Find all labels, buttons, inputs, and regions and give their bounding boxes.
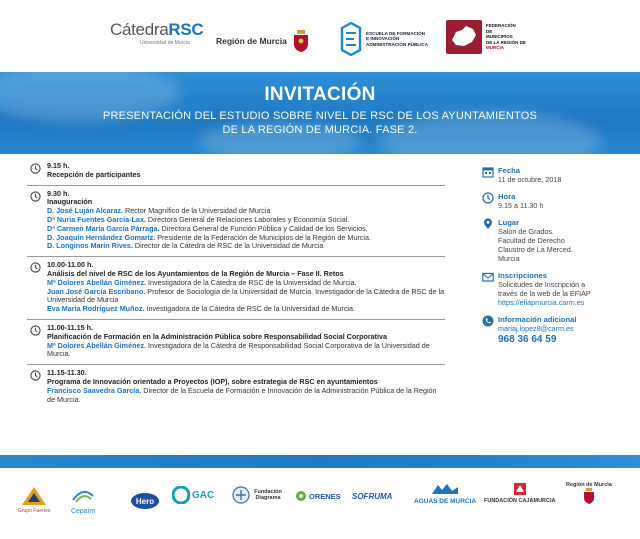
speaker-role: Presidente de la Federación de Municipios de la Región de Murcia. bbox=[155, 232, 371, 242]
divider bbox=[27, 185, 445, 186]
speaker-role: Investigadora de la Cátedra de RSC de la Universidad de Murcia. bbox=[144, 304, 355, 314]
speaker-role: Investigadora de la Cátedra de RSC de la Universidad de Murcia. bbox=[146, 277, 357, 287]
clock-icon bbox=[30, 163, 41, 174]
speaker-line bbox=[47, 305, 445, 314]
inscripciones-line1: Solicitudes de Inscripción a bbox=[498, 280, 586, 289]
speaker-name: Juan José García Escribano. bbox=[47, 286, 146, 296]
sponsor-label: Región de Murcia bbox=[566, 482, 612, 488]
inscripciones-line2: través de la web de la EFIAP bbox=[498, 289, 591, 298]
clock-icon bbox=[482, 192, 494, 204]
efiap-icon bbox=[340, 22, 362, 56]
gac-icon bbox=[172, 486, 190, 504]
sponsor-hero bbox=[130, 492, 160, 512]
speaker-line bbox=[47, 342, 445, 360]
program-time: 10.00-11.00 h. bbox=[47, 260, 94, 270]
diagrama-icon bbox=[232, 486, 250, 504]
phone-icon bbox=[482, 315, 494, 327]
sponsor-region-murcia bbox=[566, 482, 612, 504]
sponsor-label: GAC bbox=[192, 489, 215, 501]
speaker-line bbox=[47, 288, 445, 306]
grupo-fuertes-icon bbox=[21, 486, 47, 506]
catedra-name-b: RSC bbox=[168, 20, 204, 39]
program-time: 9.30 h. bbox=[47, 188, 70, 198]
banner-subtitle-line1: PRESENTACIÓN DEL ESTUDIO SOBRE NIVEL DE RSC DE LOS AYUNTAMIENTOS bbox=[102, 110, 538, 122]
calendar-icon bbox=[482, 166, 494, 178]
speaker-name: D. José Luján Alcaraz. bbox=[47, 206, 124, 216]
aguas-murcia-icon bbox=[430, 482, 460, 496]
event-info bbox=[482, 166, 627, 354]
divider bbox=[27, 319, 445, 320]
lugar-line4: Murcia bbox=[498, 254, 520, 263]
fmrm-line2: DE bbox=[486, 28, 493, 34]
adicional-phone: 968 36 64 59 bbox=[498, 334, 557, 345]
fecha-heading: Fecha bbox=[498, 166, 520, 175]
sponsor-diagrama bbox=[232, 486, 284, 504]
escuela-line2: E INNOVACIÓN bbox=[366, 36, 400, 42]
speaker-name: Dª Carmen María García Párraga. bbox=[47, 223, 160, 233]
speaker-role: Investigadora de la Cátedra de Responsabilidad Social Corporativa de la Universidad de Murcia. bbox=[47, 340, 430, 359]
program-time: 11.00-11.15 h. bbox=[47, 322, 93, 332]
program-time: 11.15-11.30. bbox=[47, 368, 87, 378]
program-item bbox=[27, 162, 445, 180]
sponsor-cepaim bbox=[70, 486, 96, 515]
banner-subtitle bbox=[0, 109, 640, 137]
sponsor-label: AGUAS DE MURCIA bbox=[414, 498, 477, 505]
cepaim-icon bbox=[70, 486, 96, 506]
info-lugar bbox=[482, 218, 627, 263]
region-label: Región de Murcia bbox=[216, 36, 287, 46]
speaker-name: Francisco Saavedra García. bbox=[47, 385, 142, 395]
program-item bbox=[27, 261, 445, 314]
speaker-role: Director de la Cátedra de RSC de la Universidad de Murcia bbox=[132, 241, 324, 251]
svg-text:Hero: Hero bbox=[135, 497, 155, 506]
sponsor-label: Cepaim bbox=[70, 508, 96, 515]
sponsor-gac bbox=[172, 486, 214, 504]
location-pin-icon bbox=[482, 218, 494, 230]
program-head: Programa de Innovación orientado a Proyectos (IOP), sobre estrategia de RSC en ayuntamientos bbox=[47, 376, 378, 386]
fmrm-line4: DE LA REGIÓN DE bbox=[486, 39, 526, 45]
adicional-heading: Información adicional bbox=[498, 315, 577, 324]
program-head: Recepción de participantes bbox=[47, 169, 141, 179]
catedra-rsc-logo bbox=[110, 20, 203, 46]
speaker-name: D. Longinos Marín Rives. bbox=[47, 241, 133, 251]
program-item bbox=[27, 369, 445, 404]
fmrm-line5: MURCIA bbox=[486, 45, 504, 51]
lugar-line3: Claustro de La Merced. bbox=[498, 245, 573, 254]
bottom-bar bbox=[0, 455, 640, 468]
divider bbox=[27, 256, 445, 257]
info-hora bbox=[482, 192, 627, 210]
sponsor-logos bbox=[0, 478, 640, 528]
sponsor-orenes bbox=[295, 490, 341, 502]
sponsor-label: ORENES bbox=[309, 491, 341, 501]
info-inscripciones bbox=[482, 271, 627, 307]
region-murcia-logo bbox=[216, 30, 309, 52]
lugar-heading: Lugar bbox=[498, 218, 520, 227]
program-schedule bbox=[27, 162, 445, 409]
hora-value: 9.15 a 11.30 h bbox=[498, 201, 544, 210]
info-adicional bbox=[482, 315, 627, 346]
murcia-crest-icon bbox=[293, 30, 309, 52]
hero-icon bbox=[130, 492, 160, 510]
divider bbox=[27, 364, 445, 365]
sponsor-cajamurcia bbox=[484, 482, 556, 504]
speaker-name: Dª Nuria Fuentes García-Lax. bbox=[47, 214, 146, 224]
sponsor-label: Grupo Fuertes bbox=[18, 508, 51, 514]
speaker-name: Mª Dolores Abellán Giménez. bbox=[47, 277, 147, 287]
speaker-role: Directora General de Relaciones Laborales y Economía Social. bbox=[145, 214, 350, 224]
program-item bbox=[27, 190, 445, 252]
murcia-crest-icon bbox=[583, 488, 595, 504]
speaker-role: Directora General de Función Pública y Calidad de los Servicios. bbox=[159, 223, 368, 233]
escuela-logo bbox=[340, 22, 428, 56]
speaker-role: Director de la Escuela de Formación e Innovación de la Administración Pública de la Región de Murcia. bbox=[47, 385, 437, 404]
escuela-line3: ADMINISTRACIÓN PÚBLICA bbox=[366, 41, 429, 47]
program-item bbox=[27, 324, 445, 359]
catedra-sub: Universidad de Murcia bbox=[140, 40, 190, 46]
banner-subtitle-line2: DE LA REGIÓN DE MURCIA. FASE 2. bbox=[222, 124, 418, 136]
clock-icon bbox=[30, 325, 41, 336]
hora-heading: Hora bbox=[498, 192, 516, 201]
escuela-line1: ESCUELA DE FORMACIÓN bbox=[366, 30, 426, 36]
speaker-role: Rector Magnífico de la Universidad de Murcia bbox=[123, 206, 271, 216]
fmrm-map-icon bbox=[446, 20, 482, 54]
program-time: 9.15 h. bbox=[47, 161, 70, 170]
orenes-icon bbox=[295, 490, 307, 502]
envelope-icon bbox=[482, 271, 494, 283]
clock-icon bbox=[30, 262, 41, 273]
speaker-name: D. Joaquín Hernández Gomariz. bbox=[47, 232, 156, 242]
speaker-role: Profesor de Sociología de la Universidad de Murcia. Investigador de la Cátedra de RSC de la Universidad de Murcia bbox=[47, 286, 445, 305]
catedra-name-a: Cátedra bbox=[110, 20, 169, 39]
fmrm-logo bbox=[446, 20, 526, 54]
program-head: Análisis del nivel de RSC de los Ayuntamientos de la Región de Murcia – Fase II. Retos bbox=[47, 268, 344, 278]
fmrm-line3: MUNICIPIOS bbox=[486, 34, 513, 40]
sponsor-grupo-fuertes bbox=[18, 486, 50, 514]
lugar-line1: Salón de Grados. bbox=[498, 227, 554, 236]
clock-icon bbox=[30, 370, 41, 381]
banner-title: INVITACIÓN bbox=[264, 84, 376, 105]
fecha-value: 11 de octubre, 2018 bbox=[498, 175, 562, 184]
sponsor-aguas-murcia bbox=[414, 482, 476, 505]
inscripciones-link[interactable]: https://efiapmurcia.carm.es bbox=[498, 298, 585, 307]
fmrm-line1: FEDERACIÓN bbox=[486, 23, 516, 29]
speaker-line bbox=[47, 242, 445, 251]
program-head: Inauguración bbox=[47, 197, 93, 207]
sponsor-label: Fundación Diagrama bbox=[254, 489, 282, 501]
clock-icon bbox=[30, 191, 41, 202]
speaker-line bbox=[47, 387, 445, 405]
adicional-email[interactable]: mariaj.lopez8@carm.es bbox=[498, 324, 574, 333]
lugar-line2: Facultad de Derecho bbox=[498, 236, 565, 245]
sponsor-sofruma bbox=[352, 492, 392, 501]
header-logos bbox=[0, 0, 640, 68]
inscripciones-heading: Inscripciones bbox=[498, 271, 547, 280]
invitation-banner bbox=[0, 72, 640, 154]
sponsor-label: SOFRUMA bbox=[352, 492, 393, 501]
speaker-name: Mª Dolores Abellán Giménez. bbox=[47, 340, 147, 350]
cajamurcia-icon bbox=[513, 482, 527, 496]
speaker-name: Eva María Rodríguez Muñoz. bbox=[47, 304, 145, 314]
program-head: Planificación de Formación en la Administración Pública sobre Responsabilidad Social Corporativa bbox=[47, 331, 388, 341]
info-fecha bbox=[482, 166, 627, 184]
sponsor-label: FUNDACIÓN CAJAMURCIA bbox=[484, 498, 556, 504]
